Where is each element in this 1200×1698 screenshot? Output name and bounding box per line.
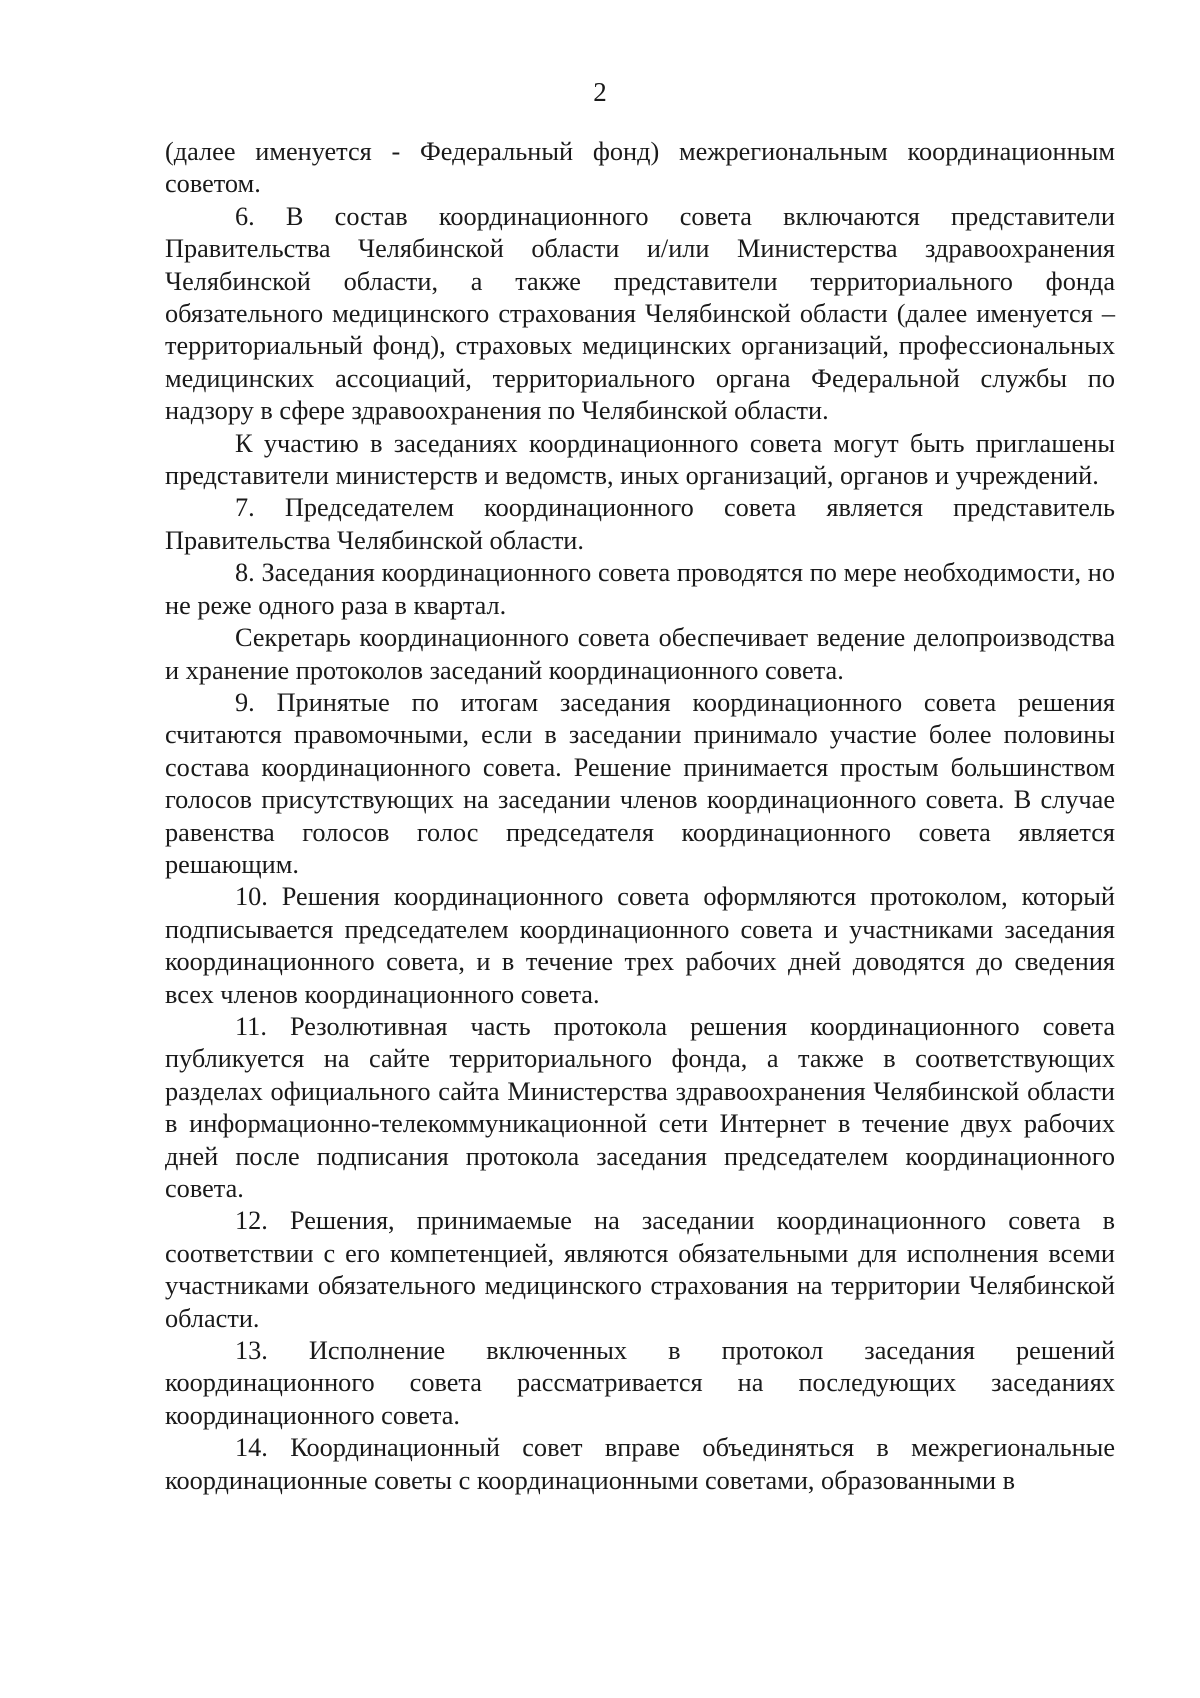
paragraph-item-7: 7. Председателем координационного совета является представитель Правительства Челябинской области. (165, 493, 1115, 555)
paragraph-item-11: 11. Резолютивная часть протокола решения координационного совета публикуется на сайте территориального фонда, а также в соответствующих разделах официального сайта Министерства здравоохранения Челябинской области в информационно-телекоммуникационной сети Интернет в течение двух рабочих дней после подписания протокола заседания председателем координационного совета. (165, 1011, 1115, 1203)
document-body (165, 136, 1115, 1497)
paragraph-secretary: Секретарь координационного совета обеспечивает ведение делопроизводства и хранение протоколов заседаний координационного совета. (165, 623, 1115, 685)
paragraph-invited-participants: К участию в заседаниях координационного совета могут быть приглашены представители министерств и ведомств, иных организаций, органов и учреждений. (165, 428, 1115, 491)
paragraph-item-12: 12. Решения, принимаемые на заседании координационного совета в соответствии с его компетенцией, являются обязательными для исполнения всеми участниками обязательного медицинского страхования на территории Челябинской области. (165, 1206, 1115, 1333)
page-number: 2 (593, 77, 607, 107)
paragraph-item-10: 10. Решения координационного совета оформляются протоколом, который подписывается председателем координационного совета и участниками заседания координационного совета, и в течение трех рабочих дней доводятся до сведения всех членов координационного совета. (165, 882, 1115, 1009)
paragraph-item-13: 13. Исполнение включенных в протокол заседания решений координационного совета рассматривается на последующих заседаниях координационного совета. (165, 1336, 1115, 1430)
paragraph-item-9: 9. Принятые по итогам заседания координационного совета решения считаются правомочными, если в заседании принимало участие более половины состава координационного совета. Решение принимается простым большинством голосов присутствующих на заседании членов координационного совета. В случае равенства голосов голос председателя координационного совета является решающим. (165, 687, 1115, 879)
paragraph-item-8: 8. Заседания координационного совета проводятся по мере необходимости, но не реже одного раза в квартал. (165, 558, 1115, 620)
paragraph-item-14: 14. Координационный совет вправе объединяться в межрегиональные координационные советы с координационными советами, образованными в (165, 1433, 1115, 1495)
paragraph-continuation: (далее именуется - Федеральный фонд) межрегиональным координационным советом. (165, 137, 1115, 199)
paragraph-item-6: 6. В состав координационного совета включаются представители Правительства Челябинской области и/или Министерства здравоохранения Челябинской области, а также представители территориального фонда обязательного медицинского страхования Челябинской области (далее именуется – территориальный фонд), страховых медицинских организаций, профессиональных медицинских ассоциаций, территориального органа Федеральной службы по надзору в сфере здравоохранения по Челябинской области. (165, 201, 1115, 426)
